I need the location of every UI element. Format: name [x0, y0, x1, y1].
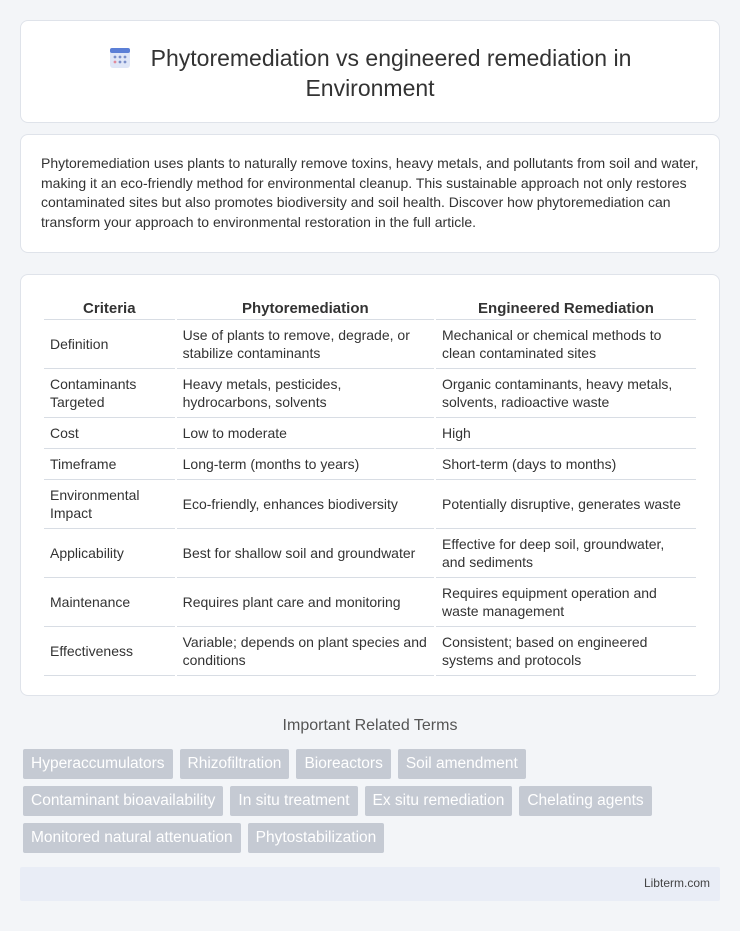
document-list-icon [109, 47, 131, 69]
row-phytoremediation: Variable; depends on plant species and conditions [177, 627, 434, 676]
row-criteria: Maintenance [44, 578, 175, 627]
term-tag[interactable]: Rhizofiltration [180, 749, 290, 779]
term-tag[interactable]: Soil amendment [398, 749, 526, 779]
row-criteria: Timeframe [44, 449, 175, 480]
related-terms [23, 749, 723, 860]
table-row [44, 418, 696, 449]
row-engineered: High [436, 418, 696, 449]
row-engineered: Potentially disruptive, generates waste [436, 480, 696, 529]
term-row [23, 749, 723, 779]
row-phytoremediation: Heavy metals, pesticides, hydrocarbons, solvents [177, 369, 434, 418]
row-phytoremediation: Long-term (months to years) [177, 449, 434, 480]
title-card [20, 20, 720, 123]
related-terms-heading: Important Related Terms [282, 717, 458, 734]
row-engineered: Mechanical or chemical methods to clean contaminated sites [436, 320, 696, 369]
row-phytoremediation: Best for shallow soil and groundwater [177, 529, 434, 578]
table-row [44, 480, 696, 529]
term-tag[interactable]: Ex situ remediation [365, 786, 513, 816]
row-criteria: Contaminants Targeted [44, 369, 175, 418]
row-criteria: Environmental Impact [44, 480, 175, 529]
term-tag[interactable]: Contaminant bioavailability [23, 786, 223, 816]
comparison-card [20, 274, 720, 696]
term-tag[interactable]: Bioreactors [296, 749, 390, 779]
term-tag[interactable]: Hyperaccumulators [23, 749, 173, 779]
row-phytoremediation: Requires plant care and monitoring [177, 578, 434, 627]
header-phytoremediation: Phytoremediation [177, 296, 434, 320]
row-phytoremediation: Eco-friendly, enhances biodiversity [177, 480, 434, 529]
table-header-row [44, 296, 696, 320]
term-tag[interactable]: Chelating agents [519, 786, 651, 816]
row-engineered: Short-term (days to months) [436, 449, 696, 480]
row-criteria: Cost [44, 418, 175, 449]
row-engineered: Consistent; based on engineered systems and protocols [436, 627, 696, 676]
comparison-table [42, 296, 698, 676]
row-engineered: Organic contaminants, heavy metals, solvents, radioactive waste [436, 369, 696, 418]
footer [20, 867, 720, 901]
term-row [23, 786, 723, 816]
term-tag[interactable]: In situ treatment [230, 786, 357, 816]
table-row [44, 578, 696, 627]
table-row [44, 320, 696, 369]
table-row [44, 449, 696, 480]
row-engineered: Effective for deep soil, groundwater, and sediments [436, 529, 696, 578]
table-row [44, 369, 696, 418]
header-criteria: Criteria [44, 296, 175, 320]
table-row [44, 529, 696, 578]
intro-paragraph: Phytoremediation uses plants to naturally remove toxins, heavy metals, and pollutants from soil and water, making it an eco-friendly method for environmental cleanup. This sustainable approach not only restores contaminated sites but also promotes biodiversity and soil health. Discover how phytoremediation can transform your approach to environmental restoration in the full article. [41, 155, 699, 230]
row-criteria: Definition [44, 320, 175, 369]
page-title-text: Phytoremediation vs engineered remediation in Environment [150, 45, 632, 101]
term-tag[interactable]: Monitored natural attenuation [23, 823, 241, 853]
row-criteria: Applicability [44, 529, 175, 578]
row-phytoremediation: Use of plants to remove, degrade, or stabilize contaminants [177, 320, 434, 369]
row-phytoremediation: Low to moderate [177, 418, 434, 449]
row-criteria: Effectiveness [44, 627, 175, 676]
footer-site-link[interactable]: Libterm.com [643, 876, 710, 890]
table-row [44, 627, 696, 676]
header-engineered-remediation: Engineered Remediation [436, 296, 696, 320]
row-engineered: Requires equipment operation and waste management [436, 578, 696, 627]
term-tag[interactable]: Phytostabilization [248, 823, 385, 853]
page-title [61, 43, 679, 103]
term-row [23, 823, 723, 853]
intro-card [20, 134, 720, 253]
